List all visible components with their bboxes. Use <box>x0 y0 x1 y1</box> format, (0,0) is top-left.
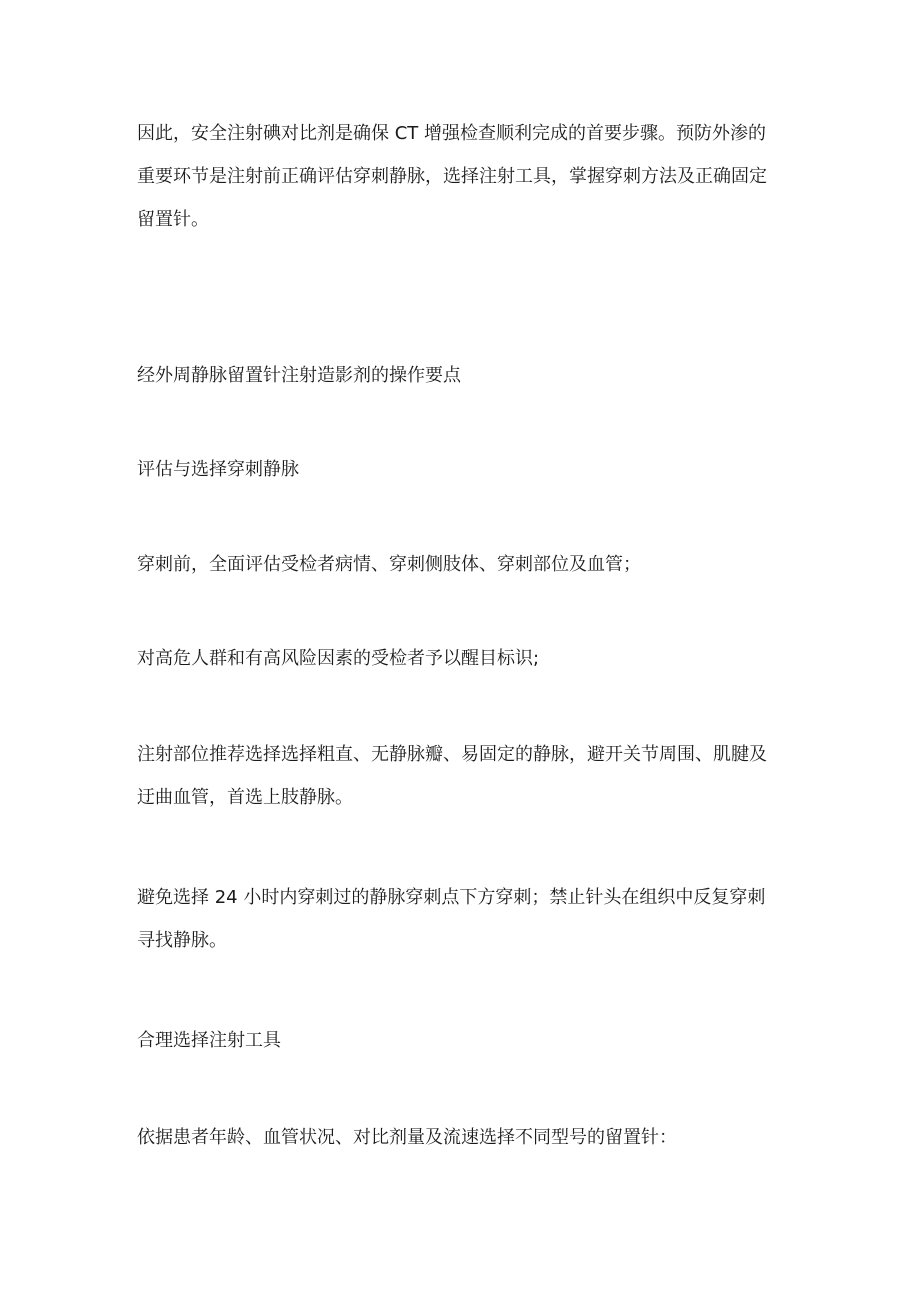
subsection-heading-assess <box>137 448 787 491</box>
subsection-heading-tools <box>137 1019 787 1062</box>
assess-paragraph-3 <box>137 733 787 819</box>
assess-paragraph-1 <box>137 543 787 586</box>
text-line: 对高危人群和有高风险因素的受检者予以醒目标识; <box>137 648 540 669</box>
text-line: 注射部位推荐选择选择粗直、无静脉瓣、易固定的静脉，避开关节周围、肌腱及 <box>137 744 767 765</box>
heading-text: 评估与选择穿刺静脉 <box>137 459 299 480</box>
heading-text: 合理选择注射工具 <box>137 1030 281 1051</box>
assess-paragraph-2 <box>137 637 787 680</box>
assess-paragraph-4 <box>137 876 787 962</box>
intro-paragraph <box>137 112 787 241</box>
text-line: 避免选择 24 小时内穿刺过的静脉穿刺点下方穿刺；禁止针头在组织中反复穿刺 <box>137 887 766 908</box>
text-line: 依据患者年龄、血管状况、对比剂量及流速选择不同型号的留置针： <box>137 1127 677 1148</box>
heading-text: 经外周静脉留置针注射造影剂的操作要点 <box>137 365 461 386</box>
section-heading-main <box>137 354 787 397</box>
tools-paragraph-1 <box>137 1116 787 1159</box>
text-line: 重要环节是注射前正确评估穿刺静脉，选择注射工具，掌握穿刺方法及正确固定 <box>137 166 767 187</box>
text-line: 因此，安全注射碘对比剂是确保 CT 增强检查顺利完成的首要步骤。预防外渗的 <box>137 123 767 144</box>
text-line: 留置针。 <box>137 209 209 230</box>
text-line: 穿刺前，全面评估受检者病情、穿刺侧肢体、穿刺部位及血管； <box>137 554 641 575</box>
text-line: 迂曲血管，首选上肢静脉。 <box>137 787 353 808</box>
text-line: 寻找静脉。 <box>137 930 227 951</box>
